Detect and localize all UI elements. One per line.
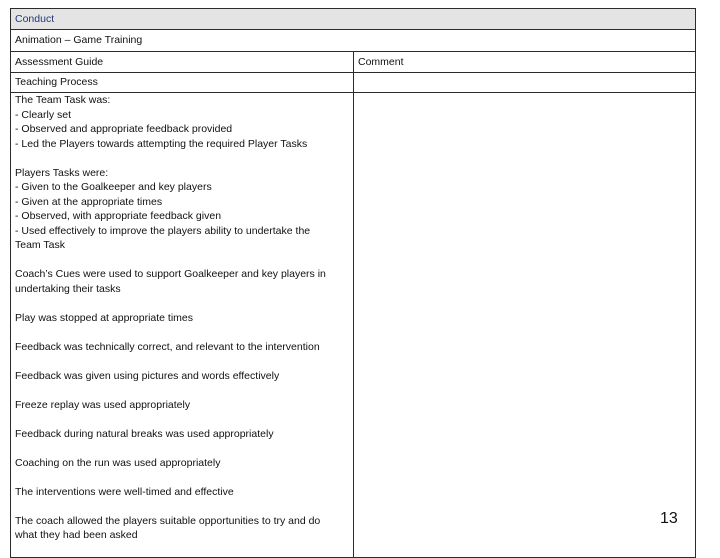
teaching-process-row — [11, 73, 696, 93]
feedback-pictures-item: Feedback was given using pictures and words effectively — [15, 369, 280, 382]
criteria-line: - Observed, with appropriate feedback given — [15, 210, 222, 222]
feedback-breaks-item: Feedback during natural breaks was used appropriately — [15, 427, 274, 440]
criteria-line: - Clearly set — [15, 108, 72, 121]
player-tasks-block — [15, 166, 349, 253]
opportunities-block — [15, 514, 349, 543]
criteria-cell — [11, 93, 354, 558]
criteria-line: - Led the Players towards attempting the required Player Tasks — [15, 137, 308, 150]
interventions-item: The interventions were well-timed and effective — [15, 485, 234, 498]
criteria-line: The coach allowed the players suitable opportunities to try and do — [15, 514, 321, 527]
conduct-heading: Conduct — [11, 9, 696, 30]
page-number: 13 — [660, 510, 678, 527]
criteria-line: Players Tasks were: — [15, 166, 109, 179]
criteria-line: - Given at the appropriate times — [15, 195, 163, 208]
assessment-guide-header: Assessment Guide — [11, 52, 354, 73]
column-header-row — [11, 52, 696, 73]
conduct-row — [11, 9, 696, 30]
comment-cell[interactable] — [354, 93, 696, 558]
play-stopped-item: Play was stopped at appropriate times — [15, 311, 194, 324]
criteria-line: - Given to the Goalkeeper and key players — [15, 181, 212, 193]
coach-cues-block — [15, 267, 349, 296]
criteria-line: - Used effectively to improve the players ability to undertake the — [15, 224, 311, 237]
title-row — [11, 30, 696, 52]
criteria-line: Team Task — [15, 239, 65, 251]
coaching-run-item: Coaching on the run was used appropriately — [15, 456, 221, 469]
freeze-replay-item: Freeze replay was used appropriately — [15, 398, 191, 411]
criteria-row — [11, 93, 696, 558]
criteria-line: The Team Task was: — [15, 94, 111, 106]
comment-header: Comment — [354, 52, 696, 73]
criteria-line: what they had been asked — [15, 529, 138, 541]
criteria-line: undertaking their tasks — [15, 282, 121, 295]
teaching-process-comment-cell[interactable] — [354, 73, 696, 93]
form-title: Animation – Game Training — [11, 30, 696, 52]
feedback-correct-item: Feedback was technically correct, and relevant to the intervention — [15, 340, 320, 353]
criteria-line: - Observed and appropriate feedback provided — [15, 123, 233, 135]
criteria-line: Coach’s Cues were used to support Goalkeeper and key players in — [15, 268, 326, 280]
team-task-block — [15, 93, 349, 151]
teaching-process-heading: Teaching Process — [11, 73, 354, 93]
assessment-table — [10, 8, 696, 558]
